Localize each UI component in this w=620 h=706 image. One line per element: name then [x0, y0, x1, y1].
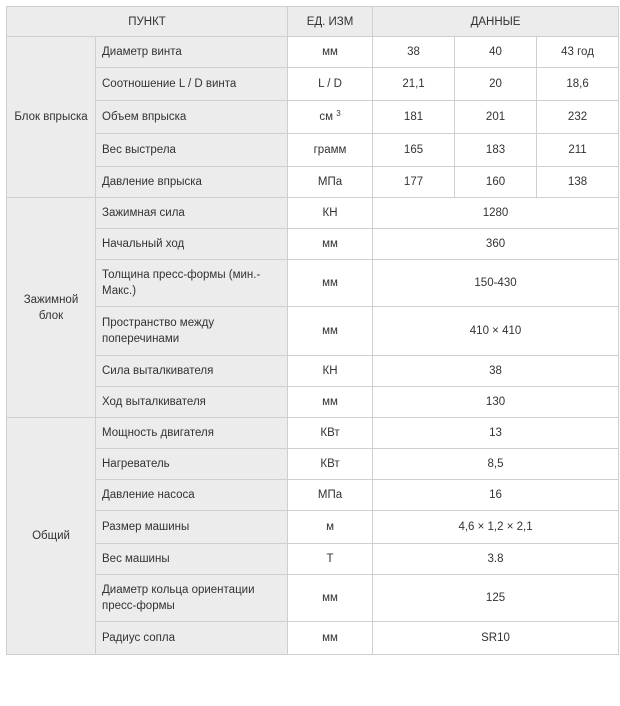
header-data: ДАННЫЕ [373, 7, 619, 37]
param-label: Давление насоса [96, 480, 288, 511]
value-cell: 138 [537, 167, 619, 198]
unit-cell: мм [288, 387, 373, 418]
table-row [7, 544, 619, 575]
value-cell: 16 [373, 480, 619, 511]
unit-cell: мм [288, 37, 373, 68]
unit-cell: МПа [288, 480, 373, 511]
param-label: Ход выталкивателя [96, 387, 288, 418]
value-cell: 232 [537, 101, 619, 134]
unit-superscript: 3 [336, 109, 341, 118]
param-label: Зажимная сила [96, 198, 288, 229]
value-cell: 410 × 410 [373, 307, 619, 356]
value-cell: 18,6 [537, 68, 619, 101]
unit-cell: КВт [288, 449, 373, 480]
table-row [7, 101, 619, 134]
table-row [7, 68, 619, 101]
value-cell: 3.8 [373, 544, 619, 575]
unit-cell: м [288, 511, 373, 544]
value-cell: 150-430 [373, 260, 619, 307]
param-label: Мощность двигателя [96, 418, 288, 449]
value-cell: 177 [373, 167, 455, 198]
group-injection: Блок впрыска [7, 37, 96, 198]
unit-cell: мм [288, 622, 373, 655]
table-row [7, 198, 619, 229]
table-row [7, 134, 619, 167]
table-row [7, 307, 619, 356]
table-header-row [7, 7, 619, 37]
value-cell: 38 [373, 37, 455, 68]
param-label: Толщина пресс-формы (мин.-Макс.) [96, 260, 288, 307]
group-general: Общий [7, 418, 96, 655]
param-label: Соотношение L / D винта [96, 68, 288, 101]
value-cell: 165 [373, 134, 455, 167]
value-cell: 360 [373, 229, 619, 260]
table-row [7, 622, 619, 655]
value-cell: SR10 [373, 622, 619, 655]
unit-cell: КВт [288, 418, 373, 449]
header-unit: ЕД. ИЗМ [288, 7, 373, 37]
unit-cell: мм [288, 575, 373, 622]
unit-cell: КН [288, 356, 373, 387]
param-label: Давление впрыска [96, 167, 288, 198]
unit-cell: грамм [288, 134, 373, 167]
param-label: Диаметр винта [96, 37, 288, 68]
param-label: Нагреватель [96, 449, 288, 480]
table-row [7, 418, 619, 449]
value-cell: 43 год [537, 37, 619, 68]
param-label: Радиус сопла [96, 622, 288, 655]
table-row [7, 37, 619, 68]
unit-cell: КН [288, 198, 373, 229]
value-cell: 181 [373, 101, 455, 134]
param-label: Вес машины [96, 544, 288, 575]
param-label: Сила выталкивателя [96, 356, 288, 387]
table-row [7, 356, 619, 387]
unit-cell: мм [288, 229, 373, 260]
unit-cell: L / D [288, 68, 373, 101]
header-item: ПУНКТ [7, 7, 288, 37]
param-label: Объем впрыска [96, 101, 288, 134]
value-cell: 8,5 [373, 449, 619, 480]
value-cell: 21,1 [373, 68, 455, 101]
table-row [7, 480, 619, 511]
group-clamping: Зажимной блок [7, 198, 96, 418]
unit-cell: Т [288, 544, 373, 575]
table-row [7, 387, 619, 418]
table-row [7, 575, 619, 622]
table-row [7, 449, 619, 480]
value-cell: 130 [373, 387, 619, 418]
param-label: Размер машины [96, 511, 288, 544]
value-cell: 125 [373, 575, 619, 622]
unit-cell: мм [288, 307, 373, 356]
table-row [7, 229, 619, 260]
value-cell: 160 [455, 167, 537, 198]
value-cell: 20 [455, 68, 537, 101]
unit-cell: МПа [288, 167, 373, 198]
value-cell: 38 [373, 356, 619, 387]
value-cell: 211 [537, 134, 619, 167]
unit-cell: мм [288, 260, 373, 307]
param-label: Диаметр кольца ориентации пресс-формы [96, 575, 288, 622]
unit-text: см [319, 111, 334, 123]
table-row [7, 260, 619, 307]
value-cell: 13 [373, 418, 619, 449]
param-label: Начальный ход [96, 229, 288, 260]
value-cell: 201 [455, 101, 537, 134]
table-row [7, 167, 619, 198]
table-row [7, 511, 619, 544]
value-cell: 1280 [373, 198, 619, 229]
param-label: Вес выстрела [96, 134, 288, 167]
value-cell: 40 [455, 37, 537, 68]
value-cell: 183 [455, 134, 537, 167]
specification-table [6, 6, 619, 655]
param-label: Пространство между поперечинами [96, 307, 288, 356]
value-cell: 4,6 × 1,2 × 2,1 [373, 511, 619, 544]
unit-cell [288, 101, 373, 134]
